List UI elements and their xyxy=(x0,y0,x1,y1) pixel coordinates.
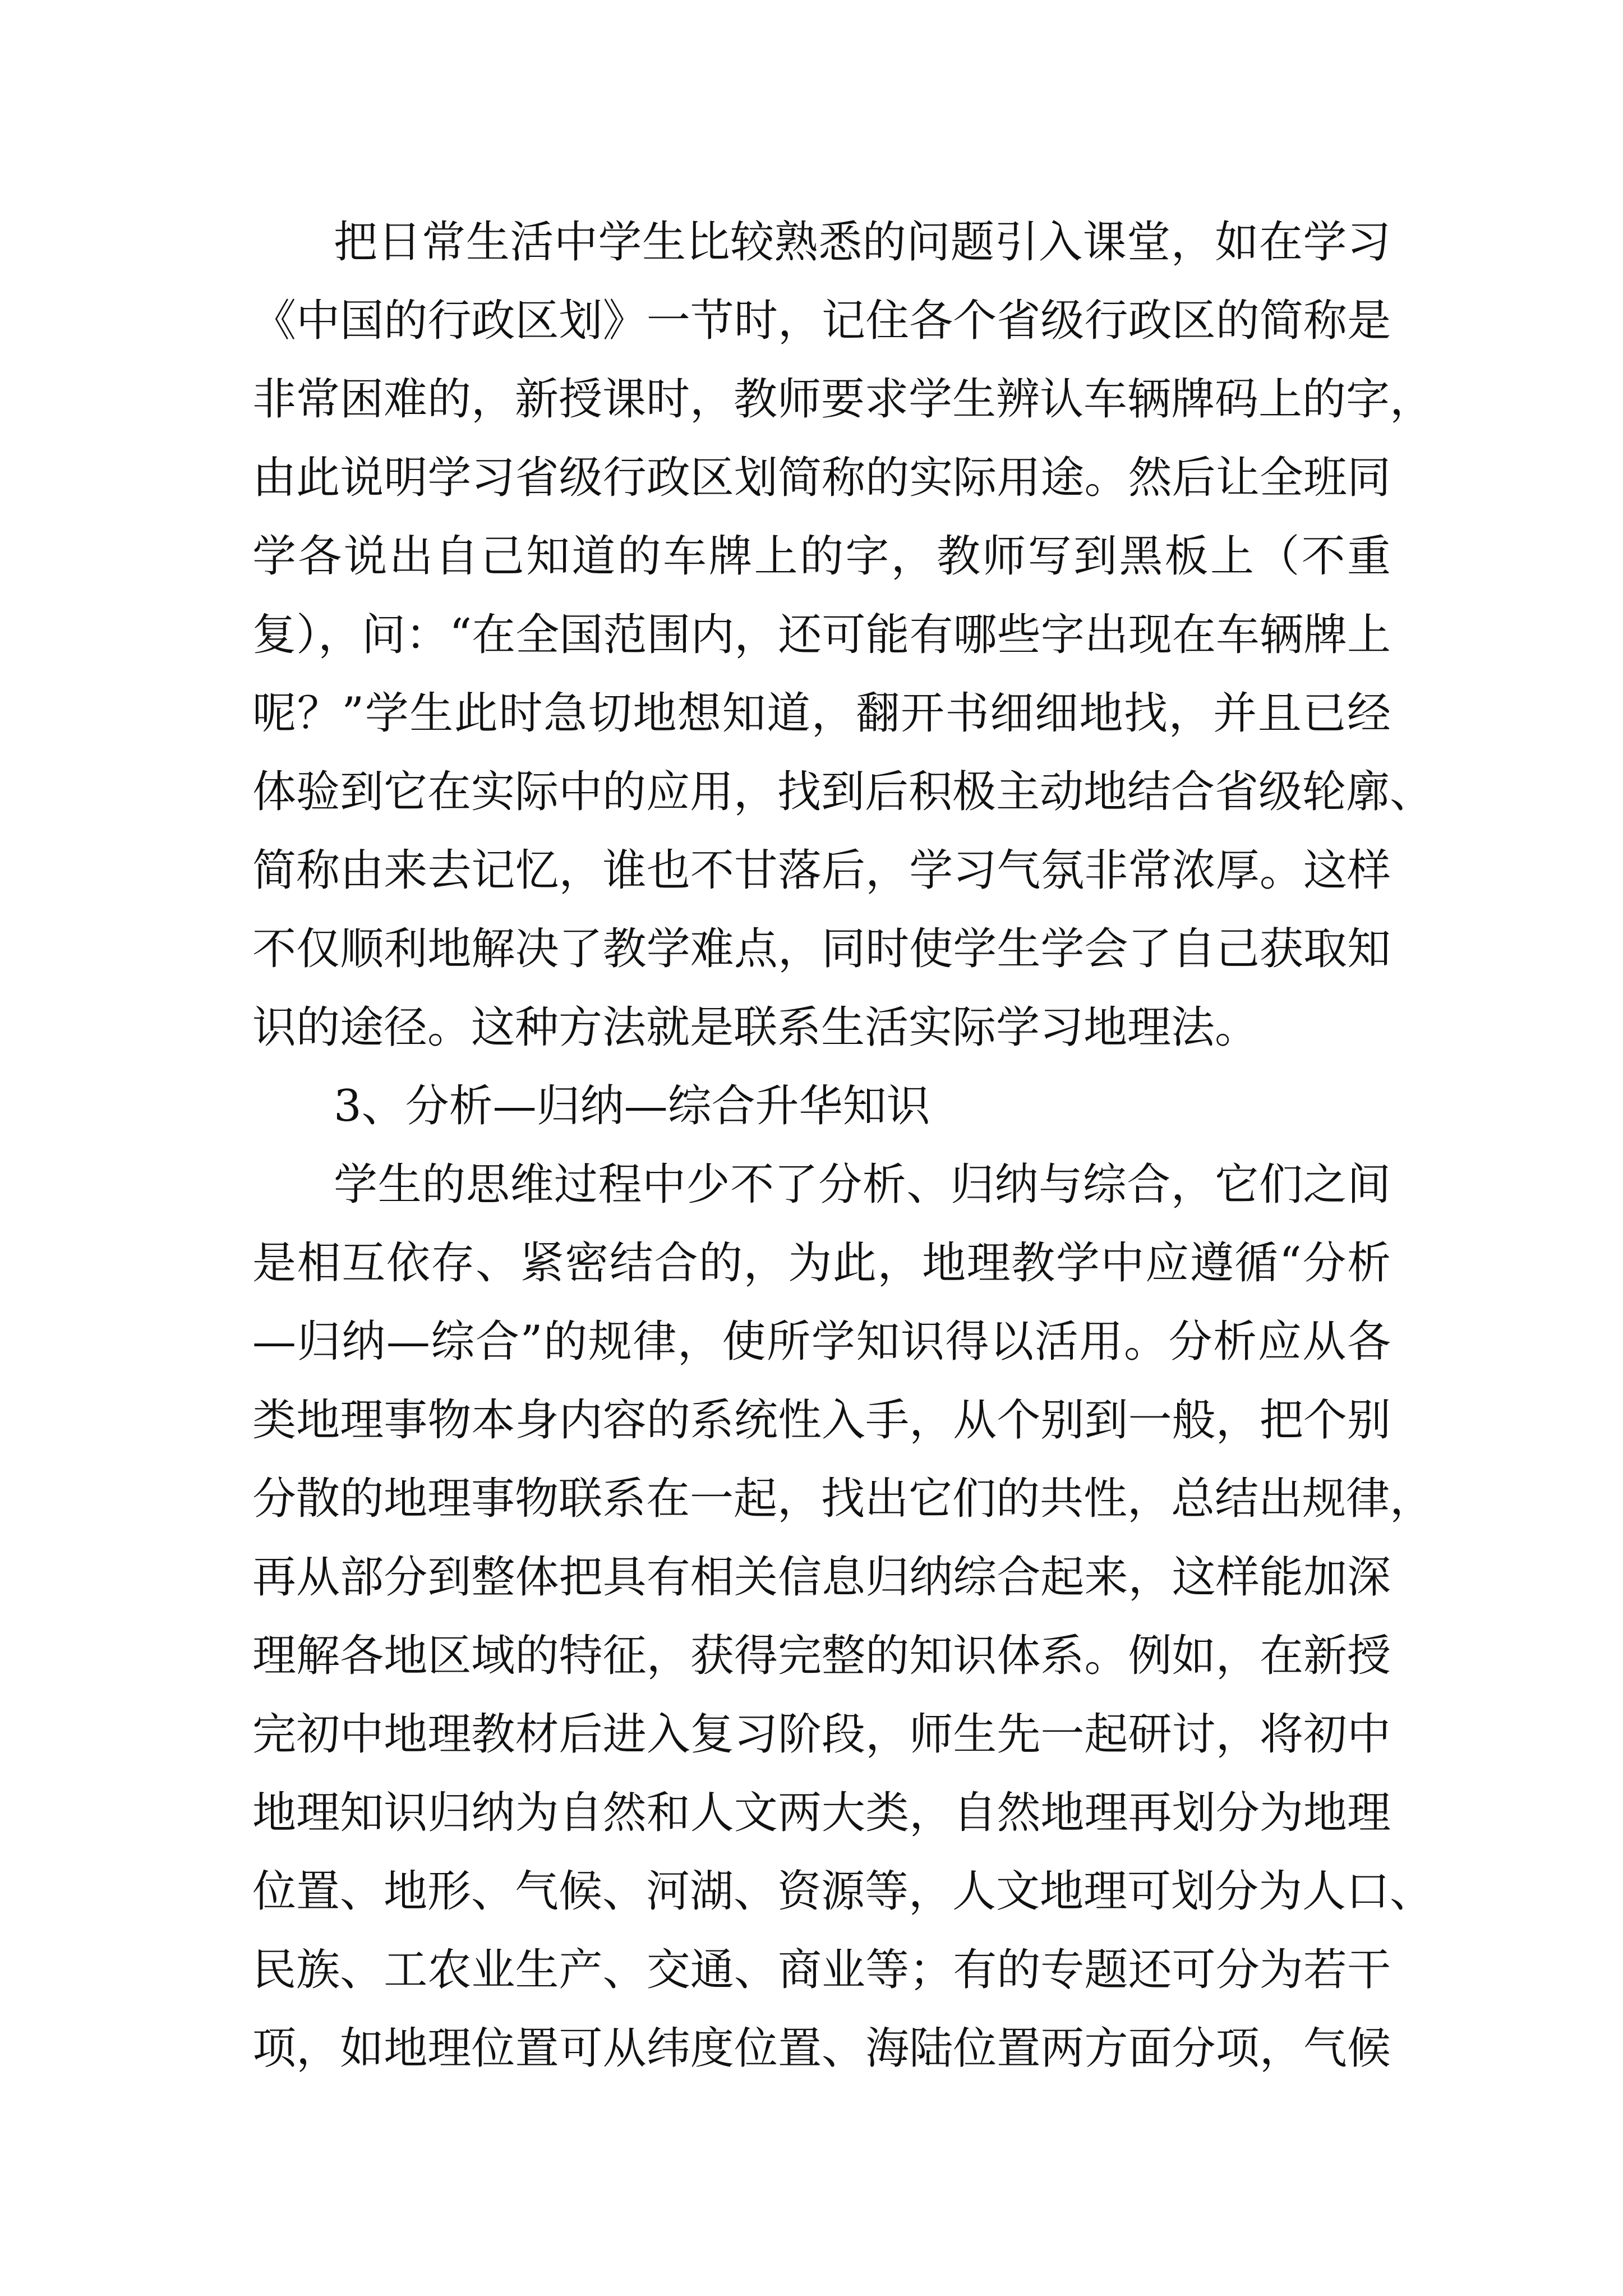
paragraph-line: 类地理事物本身内容的系统性入手，从个别到一般，把个别 xyxy=(252,1395,1391,1446)
paragraph-line: 识的途径。这种方法就是联系生活实际学习地理法。 xyxy=(252,1002,1259,1053)
paragraph-line: 学各说出自己知道的车牌上的字，教师写到黑板上（不重 xyxy=(252,531,1391,582)
paragraph-line: 《中国的行政区划》一节时，记住各个省级行政区的简称是 xyxy=(252,296,1391,346)
paragraph-line: 分散的地理事物联系在一起，找出它们的共性，总结出规律， xyxy=(252,1474,1434,1524)
section-heading: 3、分析—归纳—综合升华知识 xyxy=(334,1081,930,1131)
paragraph-line: 复），问：“在全国范围内，还可能有哪些字出现在车辆牌上 xyxy=(252,610,1391,660)
paragraph-line: 项，如地理位置可从纬度位置、海陆位置两方面分项，气候 xyxy=(252,2023,1391,2074)
paragraph-line: 再从部分到整体把具有相关信息归纳综合起来，这样能加深 xyxy=(252,1552,1391,1603)
paragraph-line: 完初中地理教材后进入复习阶段，师生先一起研讨，将初中 xyxy=(252,1709,1391,1760)
paragraph-line: 非常困难的，新授课时，教师要求学生辨认车辆牌码上的字， xyxy=(252,374,1434,425)
paragraph-line: 地理知识归纳为自然和人文两大类，自然地理再划分为地理 xyxy=(252,1788,1391,1838)
paragraph-line: 体验到它在实际中的应用，找到后积极主动地结合省级轮廓、 xyxy=(252,767,1434,817)
paragraph-line: 是相互依存、紧密结合的，为此，地理教学中应遵循“分析 xyxy=(252,1238,1391,1289)
paragraph-line: 简称由来去记忆，谁也不甘落后，学习气氛非常浓厚。这样 xyxy=(252,845,1391,896)
paragraph-line: 学生的思维过程中少不了分析、归纳与综合，它们之间 xyxy=(334,1159,1391,1210)
paragraph-line: 不仅顺利地解决了教学难点，同时使学生学会了自己获取知 xyxy=(252,924,1391,974)
paragraph-line: 呢？”学生此时急切地想知道，翻开书细细地找，并且已经 xyxy=(252,688,1391,739)
paragraph-line: 位置、地形、气候、河湖、资源等，人文地理可划分为人口、 xyxy=(252,1866,1434,1917)
paragraph-line: 理解各地区域的特征，获得完整的知识体系。例如，在新授 xyxy=(252,1631,1391,1681)
paragraph-line: 由此说明学习省级行政区划简称的实际用途。然后让全班同 xyxy=(252,453,1391,503)
paragraph-line: 把日常生活中学生比较熟悉的问题引入课堂，如在学习 xyxy=(334,217,1391,268)
paragraph-line: —归纳—综合”的规律，使所学知识得以活用。分析应从各 xyxy=(252,1317,1391,1367)
paragraph-line: 民族、工农业生产、交通、商业等；有的专题还可分为若干 xyxy=(252,1945,1391,1995)
